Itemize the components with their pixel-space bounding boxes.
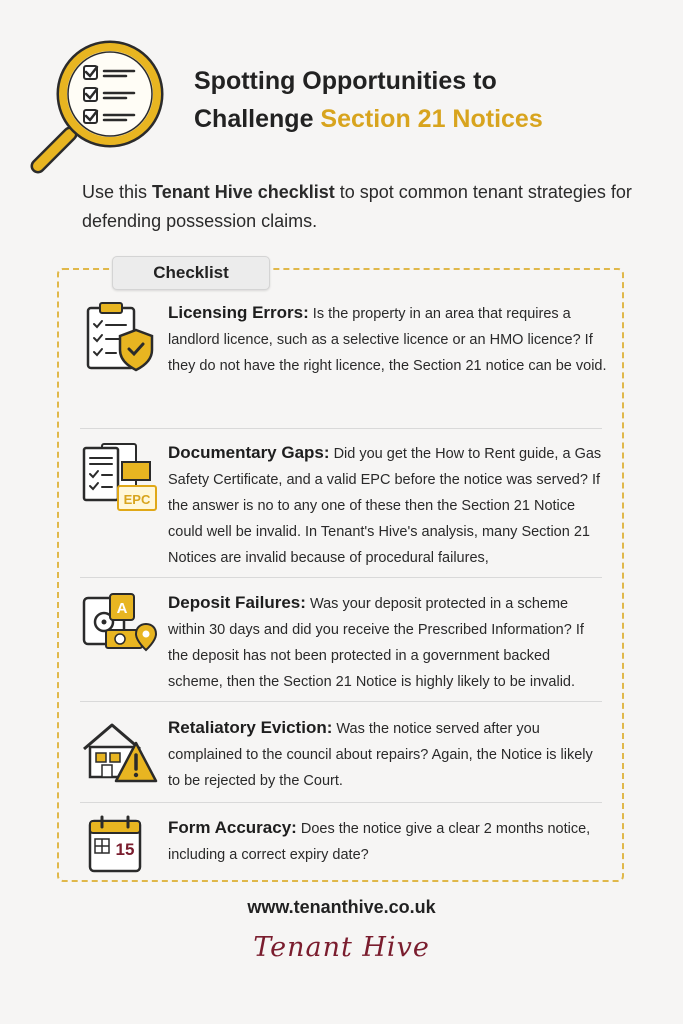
item-text: [168, 715, 608, 794]
item-body: Did you get the How to Rent guide, a Gas Safety Certificate, and a valid EPC before the notice was served? If the answer is no to any one of these then the Section 21 Notice could well be invalid. In Tenant's Hive's analysis, many Section 21 Notices are invalid because of procedural failures,: [168, 446, 602, 566]
documents-epc-icon: [80, 440, 160, 520]
intro-bold: Tenant Hive checklist: [152, 182, 335, 202]
item-body: Was the notice served after you complained to the council about repairs? Again, the Notice is likely to be rejected by the Court.: [168, 721, 593, 789]
divider: [80, 428, 602, 429]
title-line-2: [194, 100, 664, 138]
intro-after: to spot common tenant strategies for defending possession claims.: [82, 182, 632, 231]
divider: [80, 701, 602, 702]
divider: [80, 577, 602, 578]
brand-signature: Tenant Hive: [253, 932, 430, 963]
magnifier-checklist-icon: [28, 36, 168, 176]
house-warning-icon: [80, 715, 160, 795]
item-body: Is the property in an area that requires a landlord licence, such as a selective licence or an HMO licence? If they do not have the right licence, the Section 21 notice can be void.: [168, 306, 607, 374]
epc-label: EPC: [123, 492, 151, 507]
safe-deposit-icon: [80, 590, 160, 670]
item-heading: Licensing Errors:: [168, 303, 309, 322]
item-text: [168, 815, 608, 868]
intro-text: [82, 178, 642, 236]
title-accent: Section 21 Notices: [320, 105, 543, 133]
clipboard-shield-icon: [80, 300, 160, 380]
item-body: Does the notice give a clear 2 months notice, including a correct expiry date?: [168, 821, 591, 863]
item-text: [168, 300, 608, 379]
intro-before: Use this: [82, 182, 153, 202]
checklist-tab: Checklist: [112, 256, 270, 290]
item-text: [168, 440, 608, 571]
calendar-icon: [80, 815, 160, 895]
item-heading: Retaliatory Eviction:: [168, 718, 333, 737]
divider: [80, 802, 602, 803]
deposit-letter: A: [116, 600, 128, 617]
calendar-day: 15: [115, 840, 135, 859]
title-prefix: Challenge: [194, 105, 321, 133]
item-text: [168, 590, 608, 695]
item-heading: Form Accuracy:: [168, 818, 297, 837]
item-heading: Documentary Gaps:: [168, 443, 330, 462]
page-title: [194, 62, 664, 138]
title-line-1: Spotting Opportunities to: [194, 67, 497, 95]
item-body: Was your deposit protected in a scheme within 30 days and did you receive the Prescribed Information? If the deposit has not been protected in a government backed scheme, then the Section 21 Notice is highly likely to be invalid.: [168, 596, 584, 690]
website-link[interactable]: www.tenanthive.co.uk: [247, 897, 436, 917]
item-heading: Deposit Failures:: [168, 593, 306, 612]
